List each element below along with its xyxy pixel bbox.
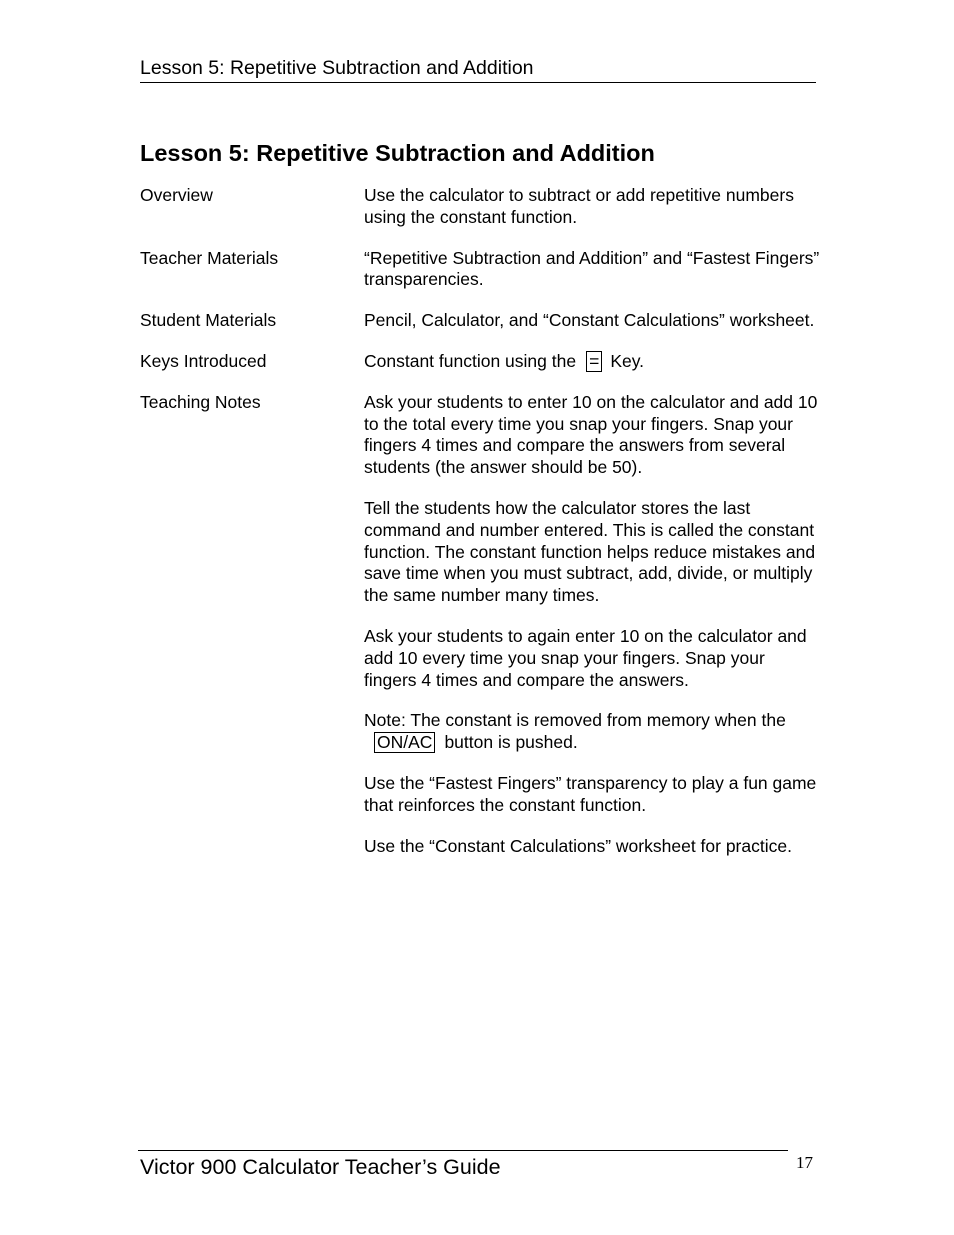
keys-introduced-text-before: Constant function using the xyxy=(364,350,577,371)
overview-label: Overview xyxy=(140,185,213,205)
page-number: 17 xyxy=(796,1153,813,1172)
note-text-after: button is pushed. xyxy=(444,732,578,753)
lesson-title: Lesson 5: Repetitive Subtraction and Addition xyxy=(140,140,655,166)
teaching-notes-body xyxy=(364,392,820,858)
student-materials-label: Student Materials xyxy=(140,310,277,331)
keys-introduced-text xyxy=(364,351,820,373)
teaching-notes-paragraph-1: Ask your students to enter 10 on the calculator and add 10 to the total every time you snap your fingers. Snap your fingers 4 times and compare the answers from several students (the answer should be 50). xyxy=(364,391,818,478)
keys-introduced-label: Keys Introduced xyxy=(140,350,267,371)
footer-title: Victor 900 Calculator Teacher’s Guide xyxy=(140,1155,501,1179)
running-header: Lesson 5: Repetitive Subtraction and Addition xyxy=(140,56,816,83)
lesson-details xyxy=(140,185,820,876)
teaching-notes-paragraph-5: Use the “Fastest Fingers” transparency to play a fun game that reinforces the constant function. xyxy=(364,772,817,815)
overview-row xyxy=(140,185,820,229)
keys-introduced-row xyxy=(140,351,820,373)
teaching-notes-row xyxy=(140,392,820,858)
teaching-notes-paragraph-3: Ask your students to again enter 10 on the calculator and add 10 every time you snap your fingers. Snap your fingers 4 times and compare the answers. xyxy=(364,625,807,690)
footer-rule xyxy=(138,1150,788,1151)
student-materials-row xyxy=(140,310,820,332)
equals-key-box: = xyxy=(586,351,602,372)
teacher-materials-row xyxy=(140,248,820,292)
teacher-materials-text: “Repetitive Subtraction and Addition” and “Fastest Fingers” transparencies. xyxy=(364,247,820,290)
teaching-notes-paragraph-4 xyxy=(364,710,820,754)
teaching-notes-label: Teaching Notes xyxy=(140,391,261,412)
student-materials-text: Pencil, Calculator, and “Constant Calculations” worksheet. xyxy=(364,310,815,331)
teacher-materials-label: Teacher Materials xyxy=(140,247,279,268)
note-text-before: Note: The constant is removed from memory when the xyxy=(364,710,786,731)
on-ac-key-box: ON/AC xyxy=(374,732,435,753)
teaching-notes-paragraph-6: Use the “Constant Calculations” worksheet for practice. xyxy=(364,835,792,856)
teaching-notes-paragraph-2: Tell the students how the calculator stores the last command and number entered. This is called the constant function. The constant function helps reduce mistakes and save time when you must subtract, add, divide, or multiply the same number many times. xyxy=(364,497,816,606)
keys-introduced-text-after: Key. xyxy=(610,350,645,371)
overview-text: Use the calculator to subtract or add repetitive numbers using the constant function. xyxy=(364,185,794,227)
